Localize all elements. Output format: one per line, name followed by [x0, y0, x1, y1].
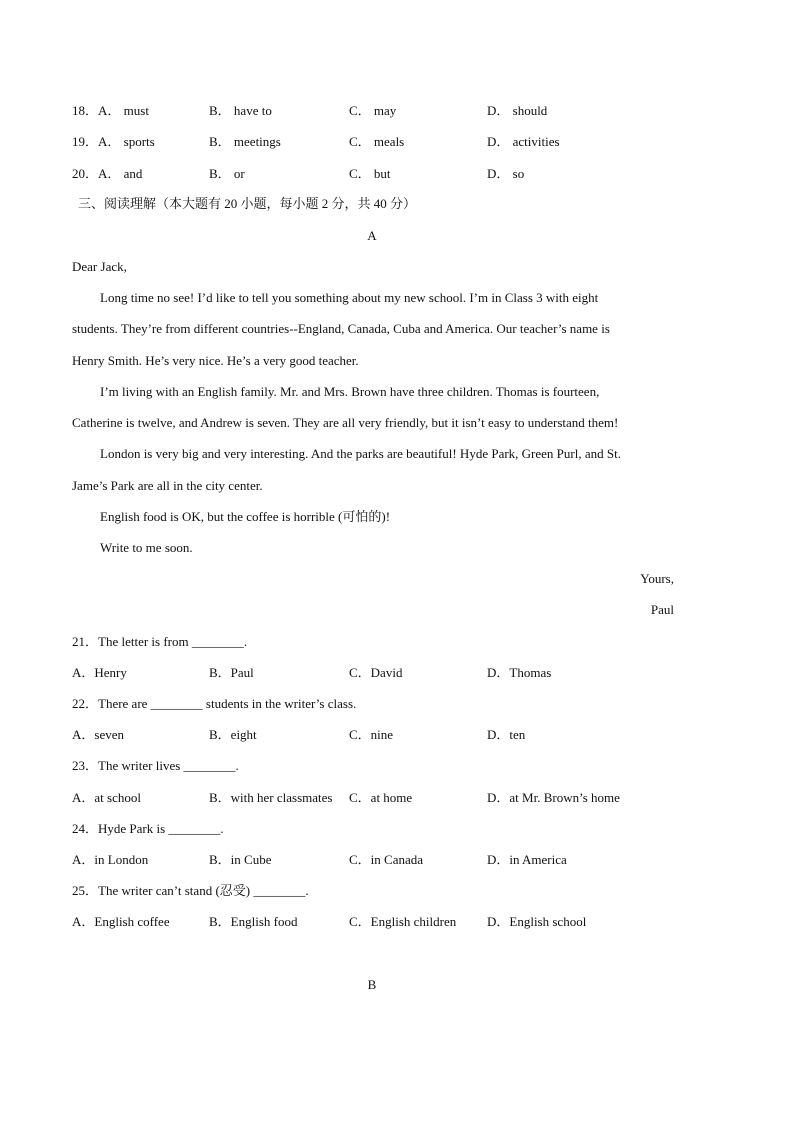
question-stem: 25．The writer can’t stand (忍受) ________.: [72, 883, 309, 898]
option-d: D．in America: [487, 852, 567, 867]
question-stem: 24．Hyde Park is ________.: [72, 821, 224, 836]
option-row: [72, 852, 732, 868]
option-b: B．Paul: [209, 665, 254, 680]
letter-paragraph-line: I’m living with an English family. Mr. and Mrs. Brown have three children. Thomas is fourteen,: [100, 384, 600, 399]
option-row: [72, 727, 732, 743]
option-d: D． activities: [487, 134, 560, 149]
option-a: A．seven: [72, 727, 124, 742]
option-c: C．English children: [349, 914, 457, 929]
letter-closing: Yours,: [640, 571, 674, 586]
option-a: A．in London: [72, 852, 149, 867]
option-row: [72, 134, 732, 150]
option-a: A． and: [98, 166, 143, 181]
letter-paragraph-line: English food is OK, but the coffee is horrible (可怕的)!: [100, 509, 391, 524]
letter-paragraph-line: Catherine is twelve, and Andrew is seven. They are all very friendly, but it isn’t easy to understand them!: [72, 415, 619, 430]
option-a: A． sports: [98, 134, 155, 149]
option-c: C．at home: [349, 790, 413, 805]
question-stem: 21．The letter is from ________.: [72, 634, 248, 649]
passage-label-a: A: [367, 228, 377, 243]
option-a: A．at school: [72, 790, 141, 805]
option-b: B． or: [209, 166, 245, 181]
question-number-option-a: [72, 103, 149, 119]
option-a: A．Henry: [72, 665, 127, 680]
letter-signature: Paul: [650, 602, 674, 617]
option-row: [72, 914, 732, 930]
question-number-option-a: [72, 166, 142, 182]
option-d: D．at Mr. Brown’s home: [487, 790, 620, 805]
option-row: [72, 166, 732, 182]
option-d: D． should: [487, 103, 548, 118]
option-row: [72, 790, 732, 806]
letter-paragraph-line: Jame’s Park are all in the city center.: [72, 478, 263, 493]
letter-paragraph-line: students. They’re from different countries--England, Canada, Cuba and America. Our teacher’s name is: [72, 321, 610, 336]
option-b: B． meetings: [209, 134, 281, 149]
letter-paragraph-line: London is very big and very interesting. And the parks are beautiful! Hyde Park, Green Purl, and St.: [100, 446, 621, 461]
option-c: C．in Canada: [349, 852, 424, 867]
option-c: C． may: [349, 103, 397, 118]
option-d: D．English school: [487, 914, 587, 929]
option-c: C． but: [349, 166, 391, 181]
option-b: B．eight: [209, 727, 257, 742]
question-stem: 22．There are ________ students in the writer’s class.: [72, 696, 357, 711]
option-c: C．nine: [349, 727, 394, 742]
letter-paragraph-line: Long time no see! I’d like to tell you something about my new school. I’m in Class 3 with eight: [100, 290, 599, 305]
question-number: 20．: [72, 166, 99, 181]
option-b: B．English food: [209, 914, 298, 929]
option-d: D．ten: [487, 727, 526, 742]
option-row: [72, 665, 732, 681]
option-d: D．Thomas: [487, 665, 552, 680]
option-b: B． have to: [209, 103, 272, 118]
option-row: [72, 103, 732, 119]
option-b: B．in Cube: [209, 852, 272, 867]
option-c: C． meals: [349, 134, 405, 149]
option-c: C．David: [349, 665, 403, 680]
question-stem: 23．The writer lives ________.: [72, 758, 239, 773]
passage-label-b: B: [367, 977, 377, 992]
question-number: 18．: [72, 103, 99, 118]
question-number: 19．: [72, 134, 99, 149]
letter-greeting: Dear Jack,: [72, 259, 127, 274]
option-b: B．with her classmates: [209, 790, 333, 805]
section-title: 三、阅读理解（本大题有 20 小题，每小题 2 分，共 40 分）: [78, 196, 417, 211]
letter-paragraph-line: Write to me soon.: [100, 540, 193, 555]
option-a: A． must: [98, 103, 149, 118]
question-number-option-a: [72, 134, 155, 150]
letter-paragraph-line: Henry Smith. He’s very nice. He’s a very good teacher.: [72, 353, 359, 368]
option-a: A．English coffee: [72, 914, 170, 929]
option-d: D． so: [487, 166, 525, 181]
